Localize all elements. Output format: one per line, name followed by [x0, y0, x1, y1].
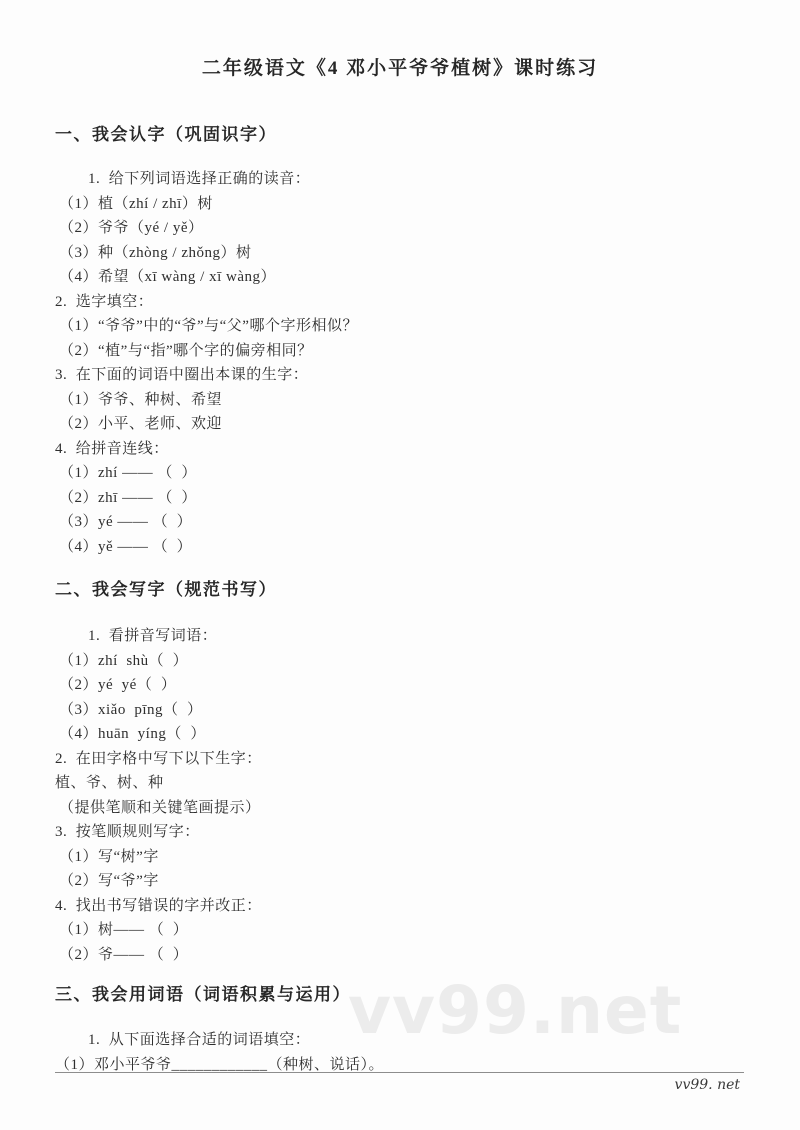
worksheet-line: （1）爷爷、种树、希望: [59, 391, 223, 408]
sections-container: [55, 123, 745, 1077]
worksheet-line: （4）yě —— （ ）: [59, 538, 193, 555]
worksheet-line: （2）“植”与“指”哪个字的偏旁相同？: [59, 342, 313, 359]
section-heading: 一、我会认字（巩固识字）: [55, 125, 277, 144]
worksheet-line: （1）树—— （ ）: [59, 922, 189, 938]
section-lines: [55, 1028, 745, 1077]
worksheet-section-1: [55, 123, 745, 559]
page-title: 二年级语文《4 邓小平爷爷植树》课时练习: [201, 58, 599, 79]
worksheet-line: 3. 按笔顺规则写字：: [55, 824, 200, 840]
section-heading: 三、我会用词语（词语积累与运用）: [55, 985, 351, 1004]
worksheet-line: （1）zhí —— （ ）: [59, 465, 197, 481]
worksheet-line: （3）xiǎo pīng（ ）: [59, 701, 203, 718]
watermark-text: vv99.net: [348, 972, 683, 1049]
worksheet-line: 4. 给拼音连线：: [55, 440, 169, 457]
worksheet-line: （2）小平、老师、欢迎: [59, 416, 223, 432]
worksheet-line: （2）爷爷（yé / yě）: [59, 220, 204, 236]
worksheet-line: （2）爷—— （ ）: [59, 946, 189, 963]
worksheet-line: 2. 选字填空：: [55, 293, 154, 310]
worksheet-line: 1. 从下面选择合适的词语填空：: [88, 1032, 311, 1048]
worksheet-line: （2）yé yé（ ）: [59, 677, 177, 693]
worksheet-section-2: [55, 578, 745, 967]
worksheet-line: 2. 在田字格中写下以下生字：: [55, 750, 262, 767]
footer-site-label: vv99. net: [674, 1077, 740, 1093]
worksheet-line: （提供笔顺和关键笔画提示）: [59, 799, 261, 816]
section-lines: [55, 624, 745, 967]
worksheet-line: （3）yé —— （ ）: [59, 514, 193, 530]
worksheet-line: （4）希望（xī wàng / xī wàng）: [59, 269, 276, 285]
worksheet-line: （2）zhī —— （ ）: [59, 489, 197, 506]
section-heading: 二、我会写字（规范书写）: [55, 580, 277, 599]
worksheet-line: （3）种（zhòng / zhǒng）树: [59, 244, 252, 261]
worksheet-line: 1. 给下列词语选择正确的读音：: [88, 171, 311, 187]
worksheet-line: （1）“爷爷”中的“爷”与“父”哪个字形相似？: [59, 318, 358, 334]
section-lines: [55, 167, 745, 559]
footer-divider: [55, 1072, 744, 1073]
worksheet-line: （4）huān yíng（ ）: [59, 726, 206, 742]
worksheet-line: （2）写“爷”字: [59, 873, 159, 889]
worksheet-section-3: [55, 983, 745, 1077]
worksheet-line: （1）植（zhí / zhī）树: [59, 195, 213, 212]
worksheet-line: （1）zhí shù（ ）: [59, 652, 189, 669]
worksheet-line: （1）邓小平爷爷____________（种树、说话）。: [55, 1056, 385, 1073]
worksheet-line: 1. 看拼音写词语：: [88, 628, 218, 644]
worksheet-line: 4. 找出书写错误的字并改正：: [55, 897, 262, 914]
worksheet-line: （1）写“树”字: [59, 848, 159, 865]
worksheet-line: 植、爷、树、种: [55, 775, 164, 791]
worksheet-line: 3. 在下面的词语中圈出本课的生字：: [55, 367, 309, 383]
